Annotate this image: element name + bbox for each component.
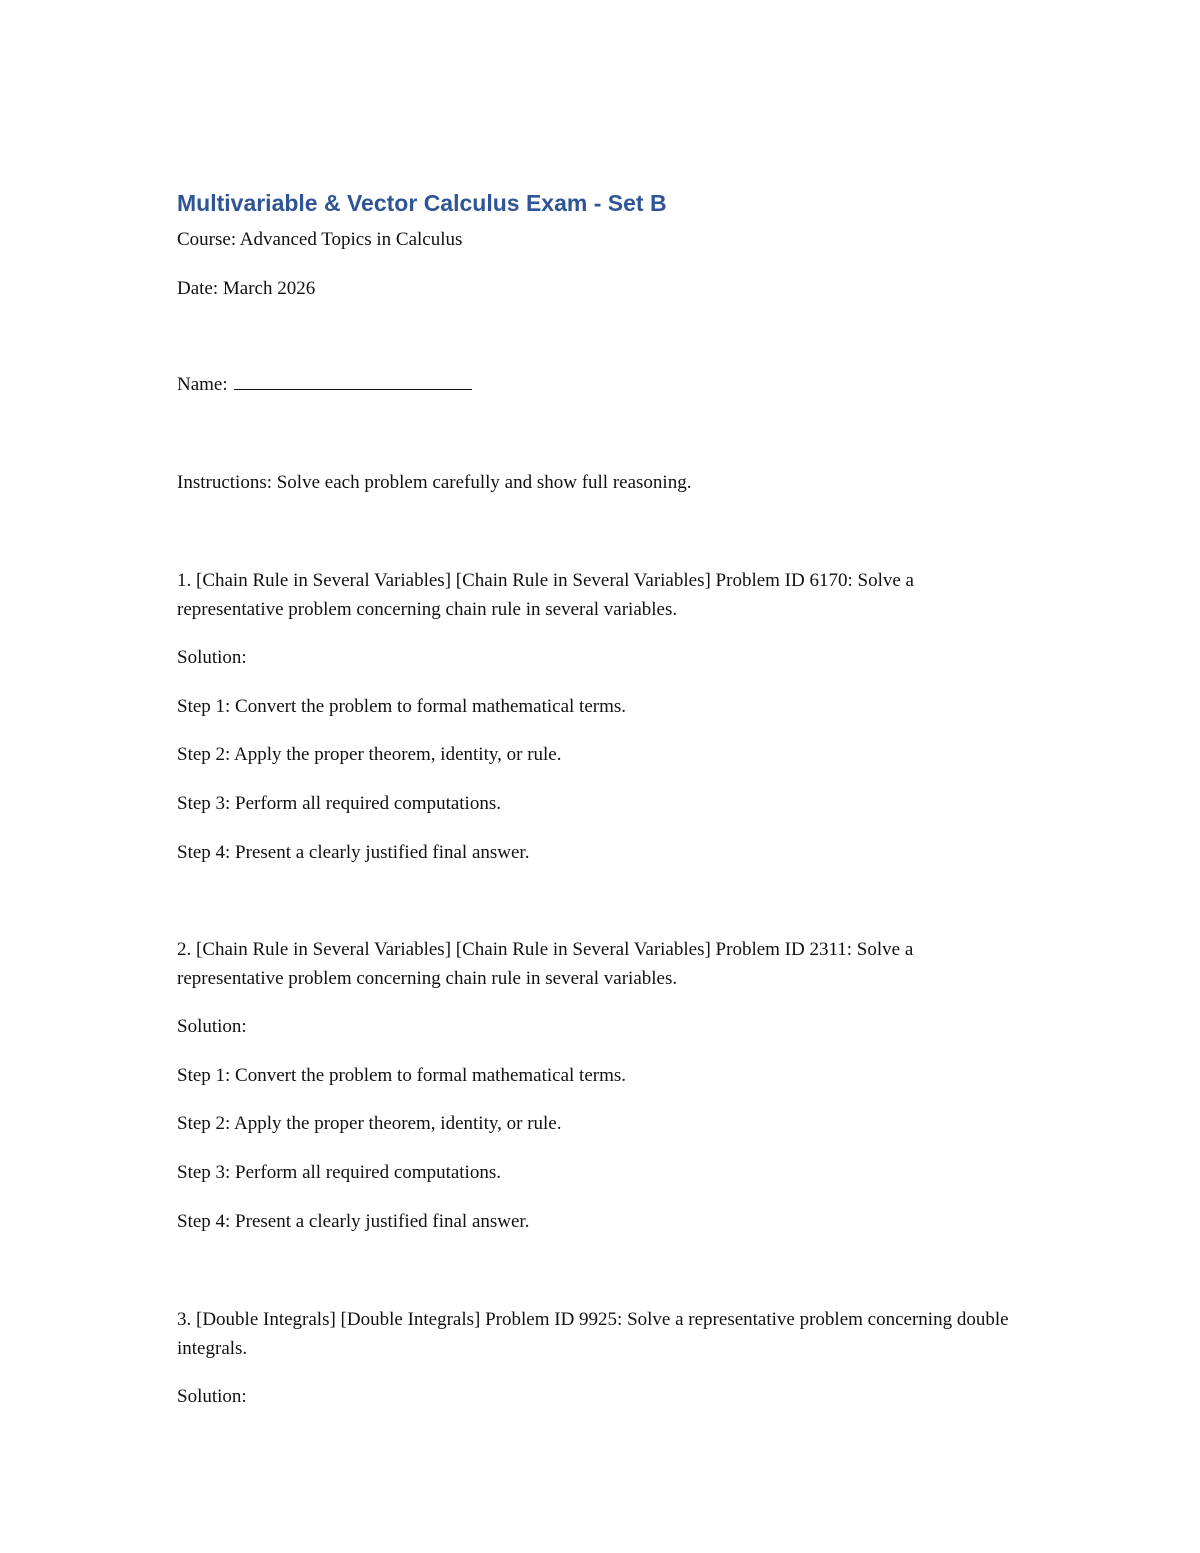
problem-1-step-3: Step 3: Perform all required computations. xyxy=(177,793,501,814)
name-label: Name: xyxy=(177,374,228,395)
date-line: Date: March 2026 xyxy=(177,278,316,299)
problem-2-step-4: Step 4: Present a clearly justified final answer. xyxy=(177,1211,530,1232)
problem-2-step-3: Step 3: Perform all required computations. xyxy=(177,1162,501,1183)
problem-3-text: 3. [Double Integrals] [Double Integrals] Problem ID 9925: Solve a representative problem concerning double integrals. xyxy=(177,1309,1009,1359)
problem-1-step-4: Step 4: Present a clearly justified final answer. xyxy=(177,842,530,863)
problem-1-text: 1. [Chain Rule in Several Variables] [Chain Rule in Several Variables] Problem ID 6170: Solve a representative problem concerning chain rule in several variables. xyxy=(177,570,914,620)
problem-2-step-2: Step 2: Apply the proper theorem, identity, or rule. xyxy=(177,1113,562,1134)
problem-1-step-1: Step 1: Convert the problem to formal mathematical terms. xyxy=(177,696,627,717)
exam-title: Multivariable & Vector Calculus Exam - Set B xyxy=(177,190,667,216)
problem-1-step-2: Step 2: Apply the proper theorem, identity, or rule. xyxy=(177,744,562,765)
problem-3-solution-label: Solution: xyxy=(177,1386,247,1407)
problem-2-text: 2. [Chain Rule in Several Variables] [Chain Rule in Several Variables] Problem ID 2311: Solve a representative problem concerning chain rule in several variables. xyxy=(177,939,914,989)
name-blank-line xyxy=(234,371,472,390)
instructions: Instructions: Solve each problem carefully and show full reasoning. xyxy=(177,472,692,493)
problem-2-step-1: Step 1: Convert the problem to formal mathematical terms. xyxy=(177,1065,627,1086)
course-line: Course: Advanced Topics in Calculus xyxy=(177,229,463,250)
name-field xyxy=(177,371,472,399)
problem-2-solution-label: Solution: xyxy=(177,1016,247,1037)
problem-1-solution-label: Solution: xyxy=(177,647,247,668)
